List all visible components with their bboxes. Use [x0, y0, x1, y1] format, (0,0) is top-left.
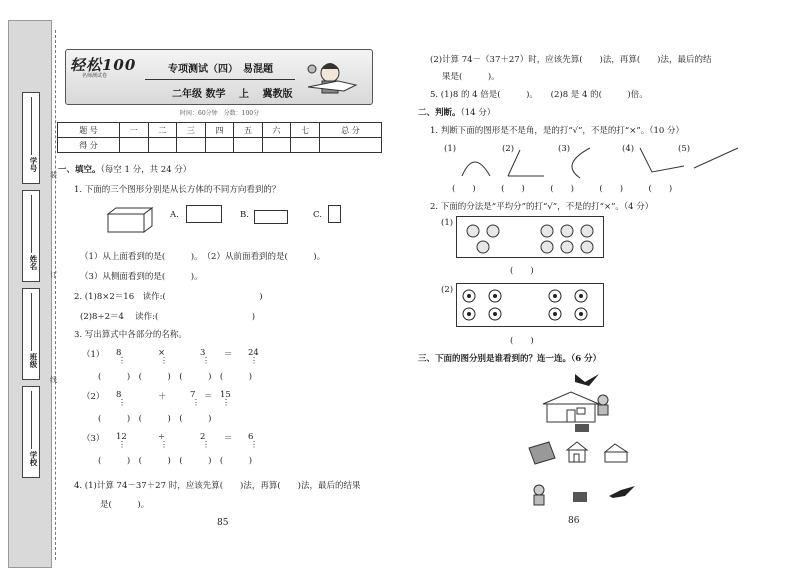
score-header-cell: 七	[291, 123, 320, 138]
score-cell[interactable]	[319, 138, 381, 153]
equals-sign: ＝	[224, 350, 233, 360]
test-title: 专项测试（四） 易混题	[168, 64, 273, 75]
cut-char: 订	[50, 271, 57, 279]
connector-dots: ⋮	[160, 440, 168, 449]
cut-char: 线	[50, 376, 57, 384]
row-number: （3）	[82, 434, 105, 444]
score-cell[interactable]	[291, 138, 320, 153]
cat-observer-icon	[534, 485, 544, 505]
student-id-box	[22, 92, 40, 184]
question-4-part-a: 4. (1)计算 74－37＋27 时，应该先算( )法，再算( )法，最后的结果	[74, 481, 361, 491]
operator: ＋	[158, 392, 167, 402]
title-rule	[145, 79, 295, 80]
score-header-cell: 题 号	[58, 123, 120, 138]
question-2-part-a: 2. (1)8×2＝16 读作:( )	[74, 292, 263, 302]
peach-icons	[457, 217, 603, 257]
view-roof-icon	[529, 442, 555, 464]
equals-sign: ＝	[224, 434, 233, 444]
score-cell[interactable]	[234, 138, 263, 153]
connect-scene	[525, 368, 645, 508]
section-2-heading	[418, 106, 495, 118]
section-1-title: 一、填空。	[58, 165, 101, 175]
operand-2: 7	[190, 390, 196, 400]
connector-dots: ⋮	[202, 356, 210, 365]
section-2-title: 二、判断。	[418, 108, 461, 118]
division-label-2: (2)	[441, 285, 454, 295]
operand-2: 3	[200, 348, 206, 358]
school-box	[22, 386, 40, 478]
section-3-heading: 三、下面的图分别是谁看到的？连一连。（6 分）	[418, 354, 602, 364]
division-label-1: (1)	[441, 218, 454, 228]
score-header-cell: 五	[234, 123, 263, 138]
section-1-note: （每空 1 分，共 24 分）	[100, 165, 192, 175]
question-3: 3. 写出算式中各部分的名称。	[74, 330, 187, 340]
name-label: 姓名	[29, 255, 38, 270]
score-header-cell: 六	[262, 123, 291, 138]
judge-question-1: 1. 判断下面的图形是不是角，是的打“√”，不是的打“×”。（10 分）	[430, 126, 685, 136]
swallow-observer-icon	[609, 486, 635, 498]
operand-1: 12	[116, 432, 127, 442]
question-4-part-b: 是( )。	[100, 500, 150, 510]
house-icon	[543, 392, 599, 422]
operator: ×	[158, 348, 166, 358]
option-c-rect	[328, 205, 341, 223]
score-table	[57, 122, 382, 153]
equation-row-1	[82, 348, 362, 386]
question-1-part-b: （3）从侧面看到的是( )。	[80, 272, 203, 282]
section-1-heading	[58, 163, 191, 175]
angle-label: (2)	[502, 144, 515, 154]
operand-1: 8	[116, 390, 122, 400]
score-cell[interactable]	[177, 138, 206, 153]
row-number: （2）	[82, 392, 105, 402]
equation-row-3	[82, 432, 362, 470]
swallow-icon	[575, 374, 599, 386]
view-front-icon	[567, 442, 587, 462]
brand-logo: 轻松100	[70, 56, 137, 74]
angle-label: (4)	[622, 144, 635, 154]
score-cell[interactable]	[148, 138, 177, 153]
brand-subtitle: 名师测试卷	[82, 73, 108, 79]
answer-blanks[interactable]: ( ) ( ) ( ) ( ) ( )	[452, 184, 673, 194]
score-cell[interactable]	[262, 138, 291, 153]
answer-blanks[interactable]: ( ) ( ) ( ) ( )	[98, 372, 253, 382]
angle-label: (5)	[678, 144, 691, 154]
section-2-note: （14 分）	[460, 108, 496, 118]
score-header-cell: 四	[205, 123, 234, 138]
dog-icon	[575, 424, 589, 432]
time-score-info: 时间：60分钟 分数：100分	[180, 110, 260, 117]
answer-blanks[interactable]: ( ) ( ) ( )	[98, 414, 212, 424]
page-number-left: 85	[217, 518, 229, 528]
option-a-rect	[186, 205, 222, 223]
connector-dots: ⋮	[118, 440, 126, 449]
result: 15	[220, 390, 231, 400]
question-4-part-c: (2)计算 74－（37＋27）时，应该先算( )法，再算( )法，最后的结	[430, 55, 712, 65]
soccer-ball-icons	[457, 284, 603, 326]
score-cell[interactable]	[120, 138, 149, 153]
connector-dots: ⋮	[192, 398, 200, 407]
school-label: 学校	[29, 451, 38, 466]
question-2-part-b: (2)8÷2＝4 读作:( )	[80, 312, 256, 322]
cat-icon	[598, 395, 608, 415]
row-number: （1）	[82, 350, 105, 360]
cartoon-icon	[300, 55, 366, 101]
cut-line	[55, 30, 56, 560]
equals-sign: ＝	[204, 392, 213, 402]
answer-blank[interactable]: ( )	[510, 266, 534, 276]
option-b-rect	[254, 210, 288, 224]
score-row-label: 得 分	[58, 138, 120, 153]
result: 24	[248, 348, 259, 358]
question-4-part-d: 果是( )。	[442, 72, 500, 82]
name-box	[22, 190, 40, 282]
score-header-cell: 二	[148, 123, 177, 138]
connector-dots: ⋮	[160, 356, 168, 365]
connector-dots: ⋮	[250, 440, 258, 449]
judge-question-2: 2. 下面的分法是“平均分”的打“√”，不是的打“×”。（4 分）	[430, 202, 654, 212]
angle-figures	[440, 142, 750, 182]
connector-dots: ⋮	[222, 398, 230, 407]
peach-group-box	[456, 216, 604, 258]
score-cell[interactable]	[205, 138, 234, 153]
grade-subject: 二年级 数学 上 冀教版	[172, 89, 293, 100]
class-label: 班级	[29, 353, 38, 368]
score-header-cell: 一	[120, 123, 149, 138]
option-b-label: B.	[240, 210, 249, 220]
answer-blank[interactable]: ( )	[510, 336, 534, 346]
question-5: 5. (1)8 的 4 倍是( )。 (2)8 是 4 的( )倍。	[430, 90, 648, 100]
connector-dots: ⋮	[250, 356, 258, 365]
ball-group-box	[456, 283, 604, 327]
operator: ÷	[158, 432, 166, 442]
score-header-cell: 总 分	[319, 123, 381, 138]
operand-2: 2	[200, 432, 206, 442]
question-1: 1. 下面的三个图形分别是从长方体的不同方向看到的？	[74, 185, 281, 195]
result: 6	[248, 432, 254, 442]
option-c-label: C.	[313, 210, 322, 220]
cuboid-figure	[106, 206, 154, 234]
class-box	[22, 288, 40, 380]
connector-dots: ⋮	[118, 356, 126, 365]
score-row	[58, 138, 382, 153]
equation-row-2	[82, 390, 362, 428]
connector-dots: ⋮	[118, 398, 126, 407]
score-header-cell: 三	[177, 123, 206, 138]
angle-label: (1)	[444, 144, 457, 154]
page-number-right: 86	[568, 516, 580, 526]
score-header-row	[58, 123, 382, 138]
question-1-part-a: （1）从上面看到的是( )。 （2）从前面看到的是( )。	[80, 252, 326, 262]
operand-1: 8	[116, 348, 122, 358]
student-id-label: 学号	[29, 157, 38, 172]
cut-char: 装	[50, 171, 57, 179]
connector-dots: ⋮	[202, 440, 210, 449]
answer-blanks[interactable]: ( ) ( ) ( ) ( )	[98, 456, 253, 466]
angle-label: (3)	[558, 144, 571, 154]
option-a-label: A.	[170, 210, 179, 220]
dog-observer-icon	[573, 492, 587, 502]
view-side-icon	[605, 444, 627, 462]
